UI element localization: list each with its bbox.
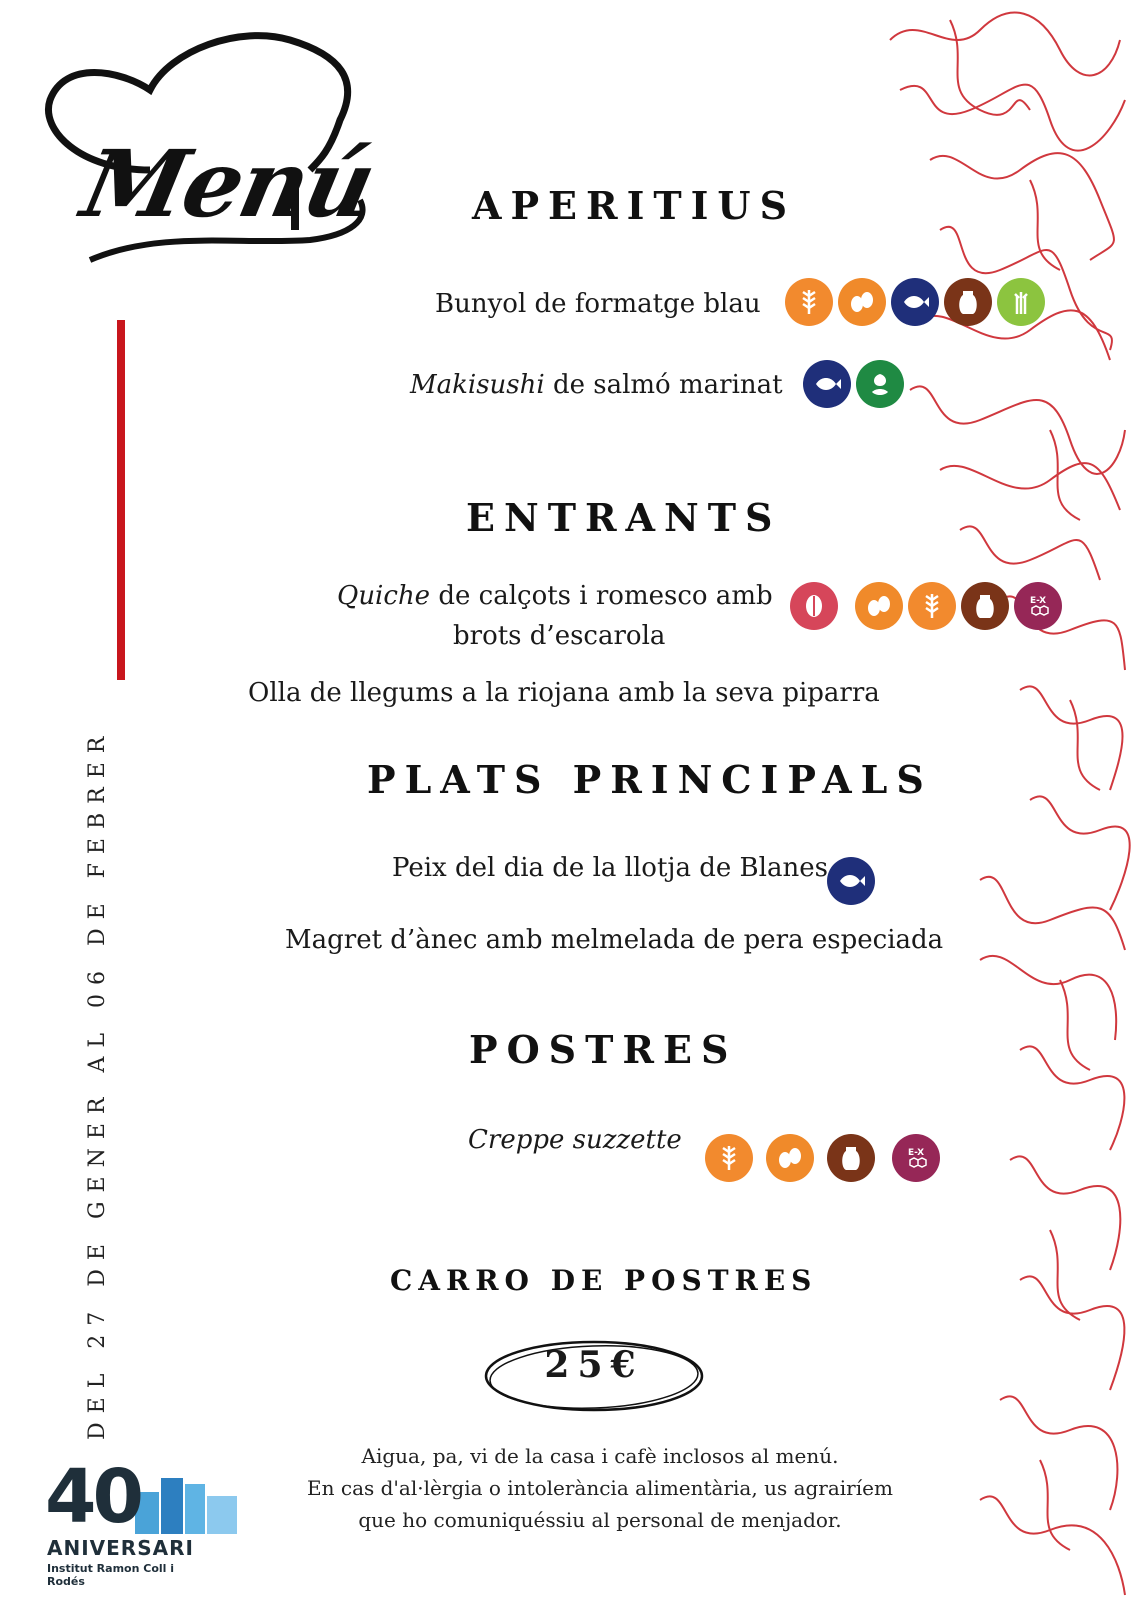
menu-title: Menú bbox=[73, 130, 383, 238]
anniversary-word: ANIVERSARI bbox=[47, 1536, 194, 1560]
sulphites-icon bbox=[1014, 582, 1062, 630]
dish-text: Bunyol de formatge blau bbox=[435, 289, 761, 319]
svg-text:E-X: E-X bbox=[907, 1148, 925, 1158]
date-range: DEL 27 DE GENER AL 06 DE FEBRER bbox=[85, 727, 110, 1440]
dairy-icon bbox=[961, 582, 1009, 630]
dish-olla: Olla de llegums a la riojana amb la seva piparra bbox=[248, 678, 880, 708]
dairy-icon bbox=[944, 278, 992, 326]
dish-text: de calçots i romesco amb bbox=[430, 581, 773, 611]
gluten-icon bbox=[705, 1134, 753, 1182]
dish-makisushi bbox=[410, 370, 783, 400]
section-title-entrants: ENTRANTS bbox=[466, 495, 782, 540]
allergen-icons bbox=[785, 278, 1045, 326]
buildings-icon bbox=[135, 1464, 245, 1534]
note-line-1: Aigua, pa, vi de la casa i cafè inclosos al menú. bbox=[361, 1444, 839, 1468]
section-title-carro: CARRO DE POSTRES bbox=[390, 1264, 818, 1297]
dish-quiche bbox=[337, 581, 773, 611]
dish-creppe bbox=[468, 1125, 682, 1155]
fish-icon bbox=[891, 278, 939, 326]
note-line-3: que ho comuniquéssiu al personal de menjador. bbox=[358, 1508, 842, 1532]
allergen-icons bbox=[790, 582, 1062, 630]
sulphites-icon bbox=[892, 1134, 940, 1182]
section-title-principals: PLATS PRINCIPALS bbox=[367, 757, 933, 802]
price: 25€ bbox=[544, 1344, 644, 1386]
dish-italic: Makisushi bbox=[410, 370, 545, 400]
institution-name: Institut Ramon Coll i Rodés bbox=[47, 1562, 175, 1588]
eggs-icon bbox=[855, 582, 903, 630]
dish-peix: Peix del dia de la llotja de Blanes bbox=[392, 853, 828, 883]
fish-icon bbox=[827, 857, 875, 905]
anniversary-logo bbox=[45, 1454, 215, 1588]
soy-icon bbox=[856, 360, 904, 408]
fish-icon bbox=[803, 360, 851, 408]
nuts-icon bbox=[790, 582, 838, 630]
gluten-icon bbox=[785, 278, 833, 326]
menu-logo bbox=[40, 20, 390, 280]
dish-magret: Magret d’ànec amb melmelada de pera especiada bbox=[285, 925, 944, 955]
eggs-icon bbox=[766, 1134, 814, 1182]
dish-quiche-line2: brots d’escarola bbox=[453, 621, 666, 651]
svg-text:E-X: E-X bbox=[1029, 596, 1047, 606]
anniversary-number: 40 bbox=[45, 1454, 140, 1540]
section-title-postres: POSTRES bbox=[469, 1027, 738, 1072]
gluten-icon bbox=[908, 582, 956, 630]
dairy-icon bbox=[827, 1134, 875, 1182]
dish-italic: Creppe suzzette bbox=[468, 1125, 682, 1155]
allergen-icons bbox=[705, 1134, 940, 1182]
allergen-icons bbox=[803, 360, 904, 408]
eggs-icon bbox=[838, 278, 886, 326]
dish-bunyol bbox=[435, 289, 761, 319]
allergen-icons bbox=[827, 857, 875, 905]
celery-icon bbox=[997, 278, 1045, 326]
note-line-2: En cas d'al·lèrgia o intolerància alimentària, us agrairíem bbox=[307, 1476, 893, 1500]
accent-bar bbox=[117, 320, 125, 680]
section-title-aperitius: APERITIUS bbox=[472, 183, 797, 228]
dish-text: de salmó marinat bbox=[544, 370, 783, 400]
dish-italic: Quiche bbox=[337, 581, 431, 611]
